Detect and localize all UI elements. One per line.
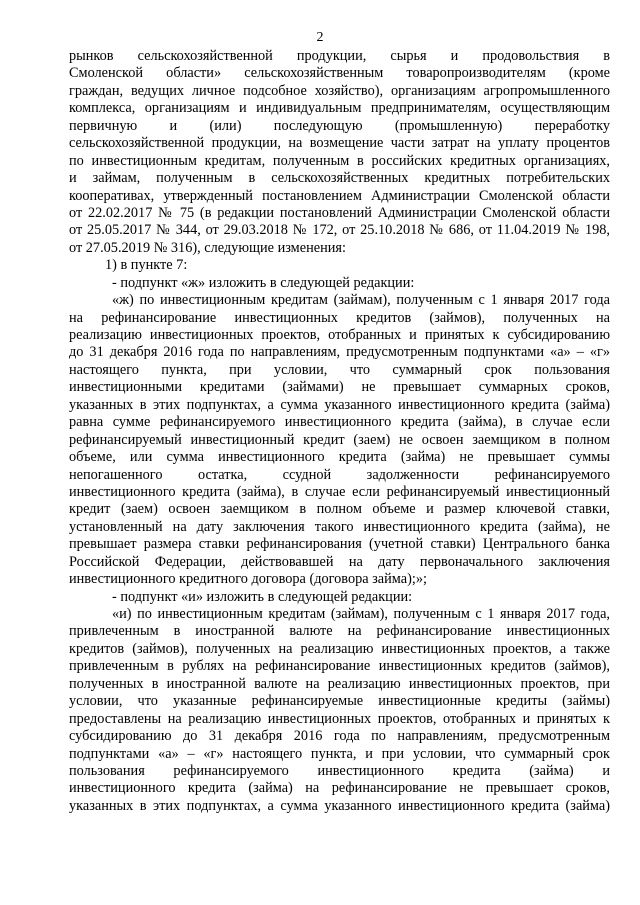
text-line: сельскохозяйственной продукции, на возмещение части затрат на уплату процентов — [69, 135, 610, 152]
text-line: на рефинансирование инвестиционных кредитов (займов), полученных на — [69, 309, 610, 326]
text-line: инвестиционными кредитами (займами) не превышает суммарных сроков, — [69, 379, 610, 396]
text-line: первичную и (или) последующую (промышленную) переработку — [69, 117, 610, 134]
text-line: комплекса, организациям и индивидуальным предпринимателям, осуществляющим — [69, 100, 610, 117]
text-line: установленный на дату заключения такого инвестиционного кредита (займа), не — [69, 518, 610, 535]
text-line: инвестиционного кредита (займа) на рефинансирование не превышает сроков, — [69, 780, 610, 797]
text-line: «ж) по инвестиционным кредитам (займам), полученным с 1 января 2017 года — [112, 292, 610, 309]
text-line: превышает размера ставки рефинансирования (учетной ставки) Центрального банка — [69, 536, 610, 553]
text-line: непогашенного остатка, ссудной задолженности рефинансируемого — [69, 466, 610, 483]
text-line: 1) в пункте 7: — [105, 257, 188, 274]
text-line: - подпункт «ж» изложить в следующей редакции: — [112, 274, 415, 291]
text-line: кредит (заем) освоен заемщиком в полном объеме и размер ключевой ставки, — [69, 501, 610, 518]
text-line: привлеченным в рублях на рефинансирование инвестиционных кредитов (займов), — [69, 658, 610, 675]
text-line: инвестиционного кредитного договора (договора займа);»; — [69, 571, 427, 588]
text-line: настоящего пункта, при условии, что суммарный срок пользования — [69, 361, 610, 378]
text-line: от 27.05.2019 № 316), следующие изменения: — [69, 239, 346, 256]
text-line: от 25.05.2017 № 344, от 29.03.2018 № 172, от 25.10.2018 № 686, от 11.04.2019 № 198, — [69, 222, 610, 239]
text-line: субсидированию до 31 декабря 2016 года по направлениям, предусмотренным — [69, 728, 610, 745]
text-line: условии, что указанные рефинансируемые инвестиционные кредиты (займы) — [69, 693, 610, 710]
document-body — [69, 48, 610, 815]
text-line: пользования рефинансируемого инвестиционного кредита (займа) и — [69, 762, 610, 779]
text-line: кредитов (займов), полученных на реализацию инвестиционных проектов, а также — [69, 640, 610, 657]
text-line: подпунктами «а» – «г» настоящего пункта, и при условии, что суммарный срок — [69, 745, 610, 762]
text-line: Российской Федерации, действовавшей на дату первоначального заключения — [69, 553, 610, 570]
text-line: «и) по инвестиционным кредитам (займам), полученным с 1 января 2017 года, — [112, 606, 610, 622]
text-line: рефинансируемый инвестиционный кредит (заем) не освоен заемщиком в полном — [69, 431, 610, 448]
text-line: по инвестиционным кредитам, полученным в российских кредитных организациях, — [69, 152, 610, 169]
text-line: и займам, полученным в сельскохозяйственных кредитных потребительских — [69, 170, 610, 187]
text-line: указанных в этих подпунктах, а сумма указанного инвестиционного кредита (займа) — [69, 797, 610, 814]
text-line: указанных в этих подпунктах, а сумма указанного инвестиционного кредита (займа) — [69, 396, 610, 413]
text-line: до 31 декабря 2016 года по направлениям, предусмотренным подпунктами «а» – «г» — [69, 344, 610, 361]
text-line: равна сумме рефинансируемого инвестиционного кредита (займа), в случае если — [69, 414, 610, 431]
text-line: кооперативах, утвержденный постановлением Администрации Смоленской области — [69, 187, 610, 204]
page-number: 2 — [316, 30, 324, 45]
text-line: граждан, ведущих личное подсобное хозяйство), организациям агропромышленного — [69, 82, 610, 99]
text-line: предоставлены на реализацию инвестиционных проектов, отобранных и принятых к — [69, 710, 610, 727]
text-line: объеме, или сумма инвестиционного кредита (займа) не превышает суммы — [69, 449, 610, 466]
text-line: рынков сельскохозяйственной продукции, сырья и продовольствия в — [69, 48, 610, 64]
text-line: привлеченным в иностранной валюте на рефинансирование инвестиционных — [69, 623, 610, 640]
text-line: - подпункт «и» изложить в следующей редакции: — [112, 588, 413, 605]
text-line: инвестиционного кредита (займа), в случае если рефинансируемый инвестиционный — [69, 483, 610, 500]
text-line: Смоленской области» сельскохозяйственным товаропроизводителям (кроме — [69, 65, 610, 82]
text-line: реализацию инвестиционных проектов, отобранных и принятых к субсидированию — [69, 327, 610, 343]
text-line: от 22.02.2017 № 75 (в редакции постановлений Администрации Смоленской области — [69, 204, 610, 221]
text-line: полученных в иностранной валюте на реализацию инвестиционных проектов, при — [69, 675, 610, 692]
